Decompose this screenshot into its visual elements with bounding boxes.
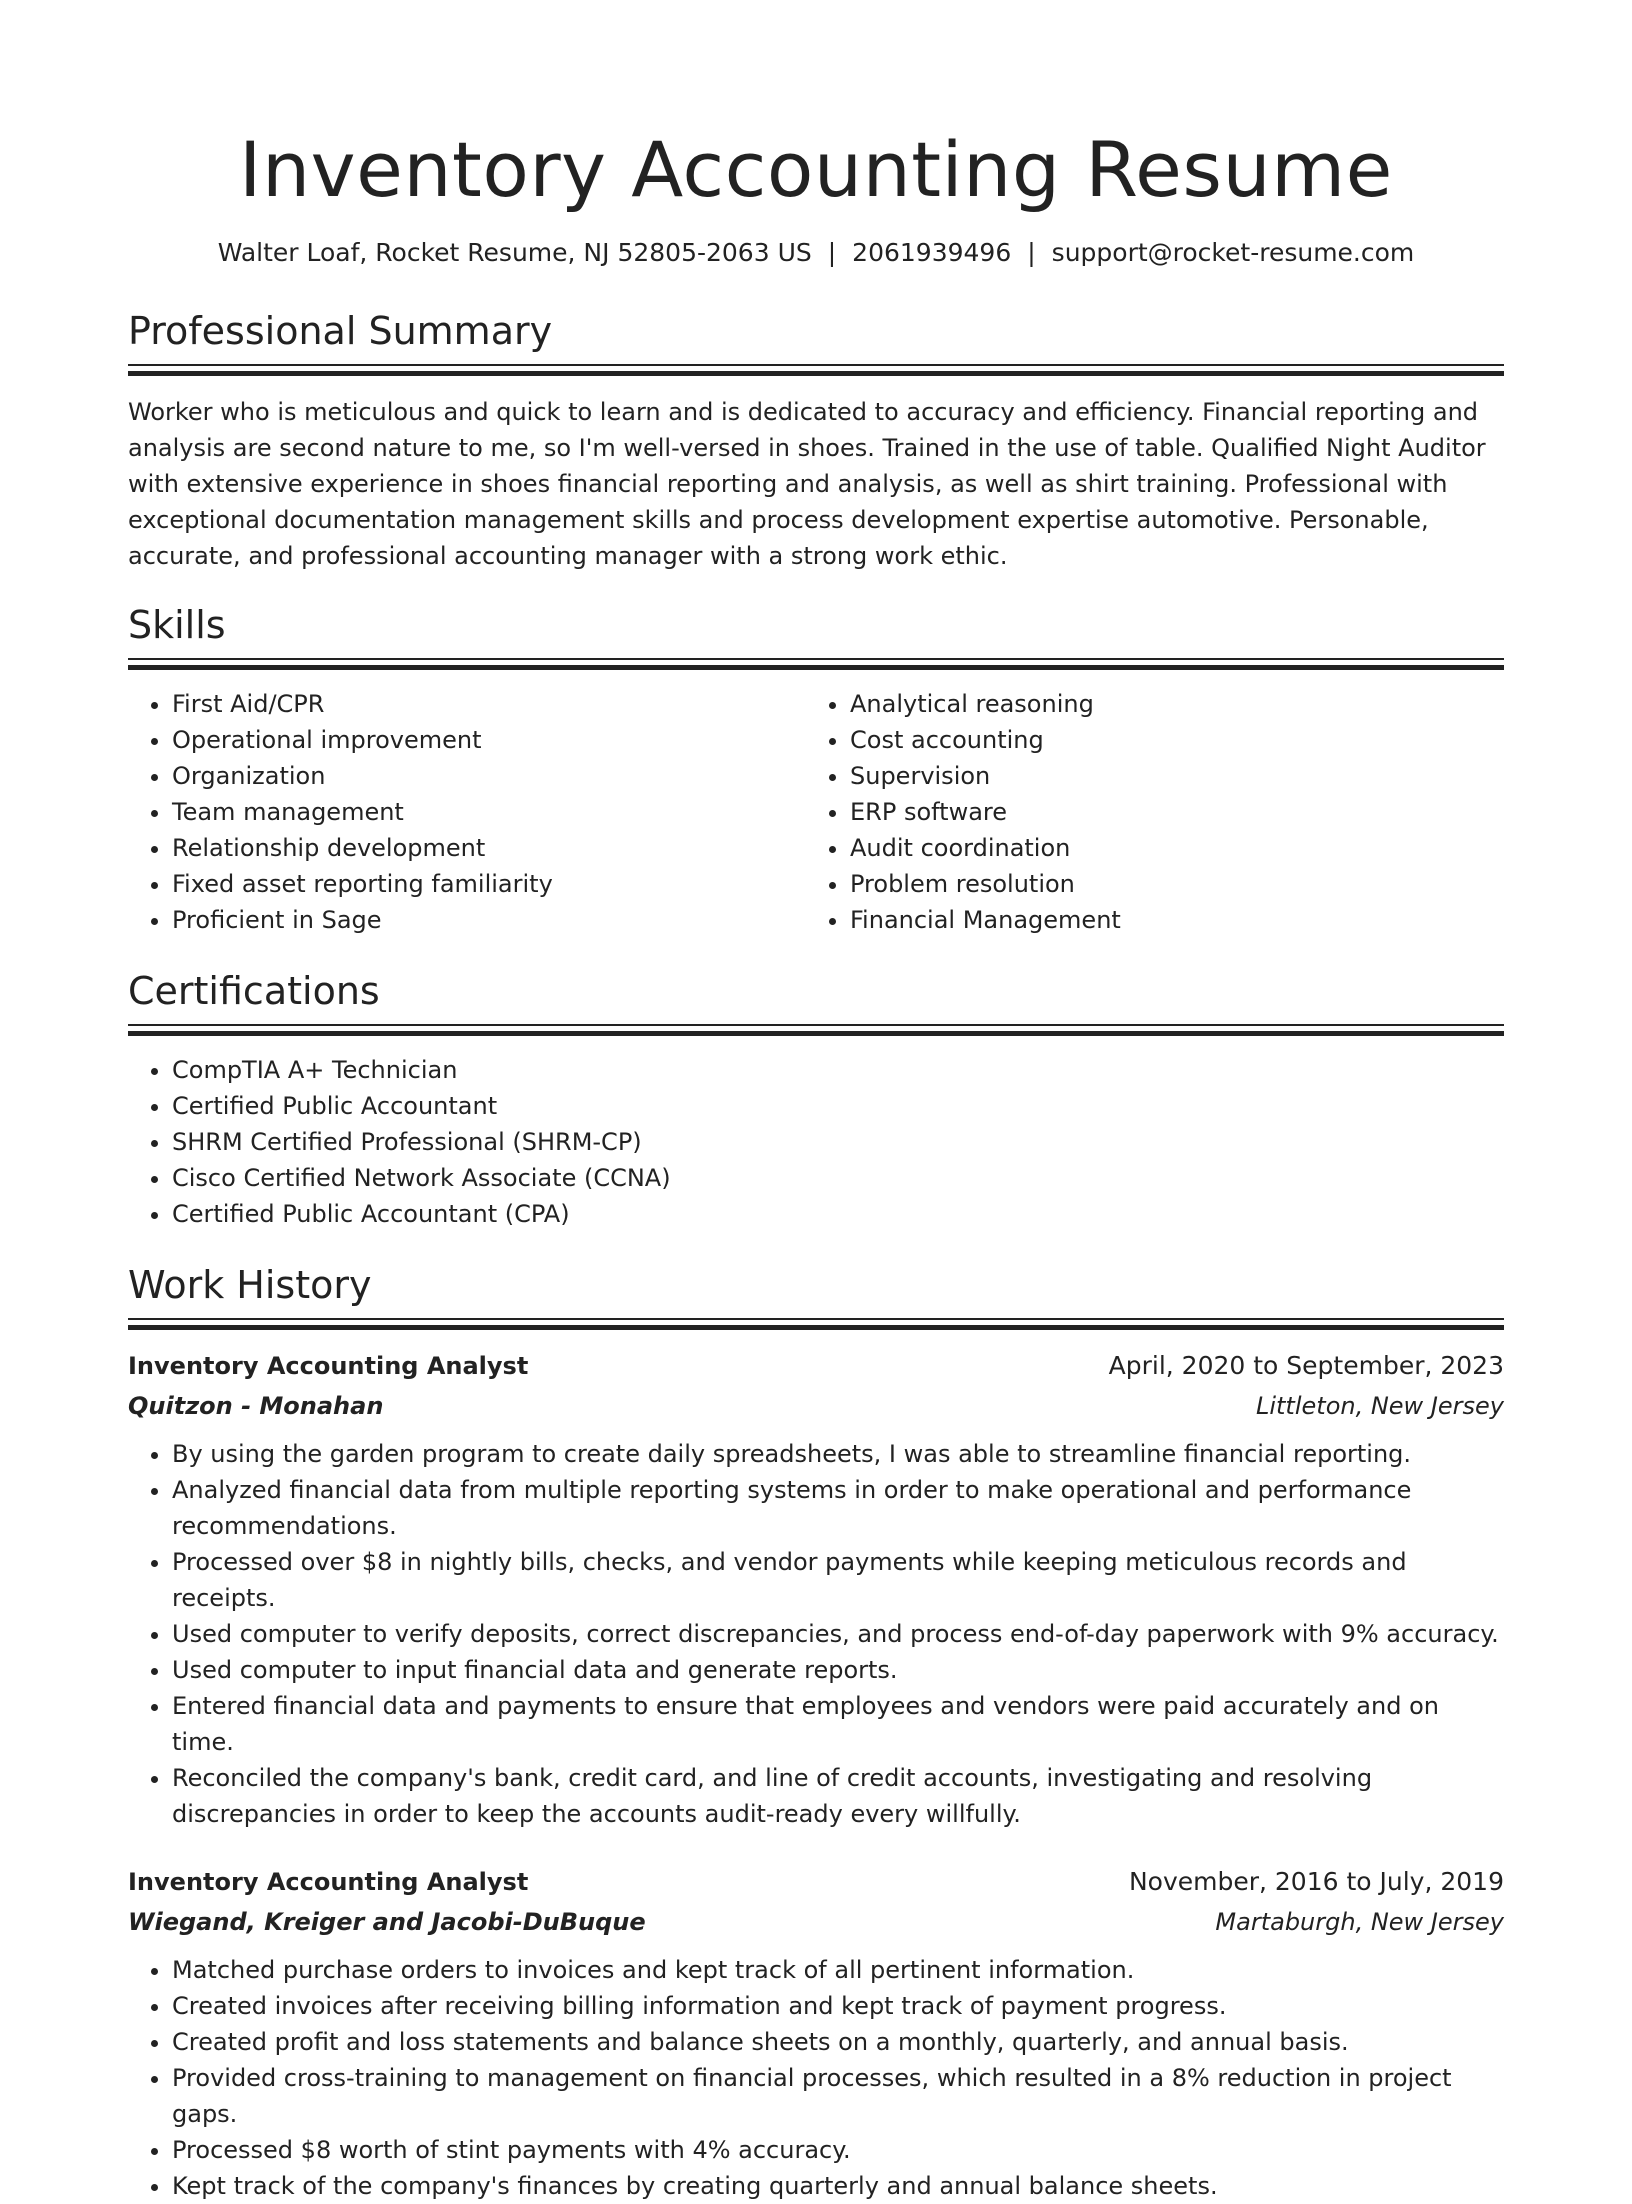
skills-grid <box>128 686 1504 938</box>
certifications-section <box>128 966 1504 1232</box>
job-bullet: • Matched purchase orders to invoices and kept track of all pertinent information. <box>172 1952 1504 1988</box>
skill-item: • Problem resolution <box>850 866 1484 902</box>
job-bullet: • Entered financial data and payments to ensure that employees and vendors were paid accurately and on time. <box>172 1688 1504 1760</box>
skills-section <box>128 600 1504 938</box>
job-company: Quitzon - Monahan <box>128 1392 384 1420</box>
contact-line <box>128 236 1504 270</box>
job-title: Inventory Accounting Analyst <box>128 1352 529 1380</box>
section-divider <box>128 1318 1504 1330</box>
job-subheader <box>128 1386 1504 1426</box>
resume-page <box>128 0 1504 2204</box>
job-header <box>128 1346 1504 1386</box>
section-divider <box>128 1024 1504 1036</box>
certification-item: • Certified Public Accountant <box>172 1088 1504 1124</box>
skill-item: • First Aid/CPR <box>172 686 806 722</box>
skill-item: • Financial Management <box>850 902 1484 938</box>
job-bullet: • Created invoices after receiving billing information and kept track of payment progress. <box>172 1988 1504 2024</box>
job-bullet: • Processed over $8 in nightly bills, checks, and vendor payments while keeping meticulous records and receipts. <box>172 1544 1504 1616</box>
certification-item: • SHRM Certified Professional (SHRM-CP) <box>172 1124 1504 1160</box>
summary-heading: Professional Summary <box>128 309 553 353</box>
job-entry <box>128 1346 1504 1832</box>
certification-item: • CompTIA A+ Technician <box>172 1052 1504 1088</box>
job-dates: November, 2016 to July, 2019 <box>1128 1867 1504 1896</box>
resume-title: Inventory Accounting Resume <box>239 125 1393 214</box>
job-bullets <box>128 1952 1504 2204</box>
job-bullets <box>128 1436 1504 1832</box>
job-subheader <box>128 1902 1504 1942</box>
contact-address: Walter Loaf, Rocket Resume, NJ 52805-2063 US <box>217 238 812 267</box>
job-bullet: • Created profit and loss statements and balance sheets on a monthly, quarterly, and annual basis. <box>172 2024 1504 2060</box>
skill-item: • Operational improvement <box>172 722 806 758</box>
job-location: Martaburgh, New Jersey <box>1215 1908 1504 1936</box>
skills-column-left <box>128 686 806 938</box>
skills-heading: Skills <box>128 603 226 647</box>
job-bullet: • Analyzed financial data from multiple reporting systems in order to make operational and performance recommendations. <box>172 1472 1504 1544</box>
job-bullet: • Provided cross-training to management on financial processes, which resulted in a 8% reduction in project gaps. <box>172 2060 1504 2132</box>
job-company: Wiegand, Kreiger and Jacobi-DuBuque <box>128 1908 646 1936</box>
skills-list-left <box>128 686 806 938</box>
certifications-list <box>128 1052 1504 1232</box>
job-bullet: • Used computer to verify deposits, correct discrepancies, and process end-of-day paperwork with 9% accuracy. <box>172 1616 1504 1652</box>
skill-item: • Team management <box>172 794 806 830</box>
skills-column-right <box>806 686 1484 938</box>
certification-item: • Cisco Certified Network Associate (CCNA) <box>172 1160 1504 1196</box>
job-entry <box>128 1862 1504 2204</box>
work-history-section <box>128 1260 1504 2204</box>
skill-item: • Fixed asset reporting familiarity <box>172 866 806 902</box>
section-divider <box>128 658 1504 670</box>
section-divider <box>128 364 1504 376</box>
job-bullet: • Reconciled the company's bank, credit card, and line of credit accounts, investigating and resolving discrepancies in order to keep the accounts audit-ready every willfully. <box>172 1760 1504 1832</box>
skill-item: • Analytical reasoning <box>850 686 1484 722</box>
job-bullet: • Kept track of the company's finances by creating quarterly and annual balance sheets. <box>172 2168 1504 2204</box>
job-title: Inventory Accounting Analyst <box>128 1868 529 1896</box>
job-bullet: • By using the garden program to create daily spreadsheets, I was able to streamline financial reporting. <box>172 1436 1504 1472</box>
skills-list-right <box>806 686 1484 938</box>
summary-text: Worker who is meticulous and quick to learn and is dedicated to accuracy and efficiency. Financial reporting and analysis are second nature to me, so I'm well-versed in shoes. Trained in the use of table. Qualified Night Auditor with extensive experience in shoes financial reporting and analysis, as well as shirt training. Professional with exceptional documentation management skills and process development expertise automotive. Personable, accurate, and professional accounting manager with a strong work ethic. <box>128 398 1486 570</box>
summary-section <box>128 306 1504 574</box>
skill-item: • Proficient in Sage <box>172 902 806 938</box>
certifications-heading: Certifications <box>128 969 380 1013</box>
skill-item: • Supervision <box>850 758 1484 794</box>
skill-item: • Relationship development <box>172 830 806 866</box>
job-location: Littleton, New Jersey <box>1255 1392 1504 1420</box>
skill-item: • Audit coordination <box>850 830 1484 866</box>
job-header <box>128 1862 1504 1902</box>
certification-item: • Certified Public Accountant (CPA) <box>172 1196 1504 1232</box>
skill-item: • ERP software <box>850 794 1484 830</box>
work-history-heading: Work History <box>128 1263 372 1307</box>
job-bullet: • Used computer to input financial data and generate reports. <box>172 1652 1504 1688</box>
contact-separator: | <box>1027 238 1036 267</box>
contact-separator: | <box>827 238 837 267</box>
skill-item: • Cost accounting <box>850 722 1484 758</box>
job-bullet: • Processed $8 worth of stint payments with 4% accuracy. <box>172 2132 1504 2168</box>
contact-phone: 2061939496 <box>852 238 1012 267</box>
contact-email: support@rocket-resume.com <box>1051 238 1415 267</box>
skill-item: • Organization <box>172 758 806 794</box>
job-dates: April, 2020 to September, 2023 <box>1108 1351 1504 1380</box>
